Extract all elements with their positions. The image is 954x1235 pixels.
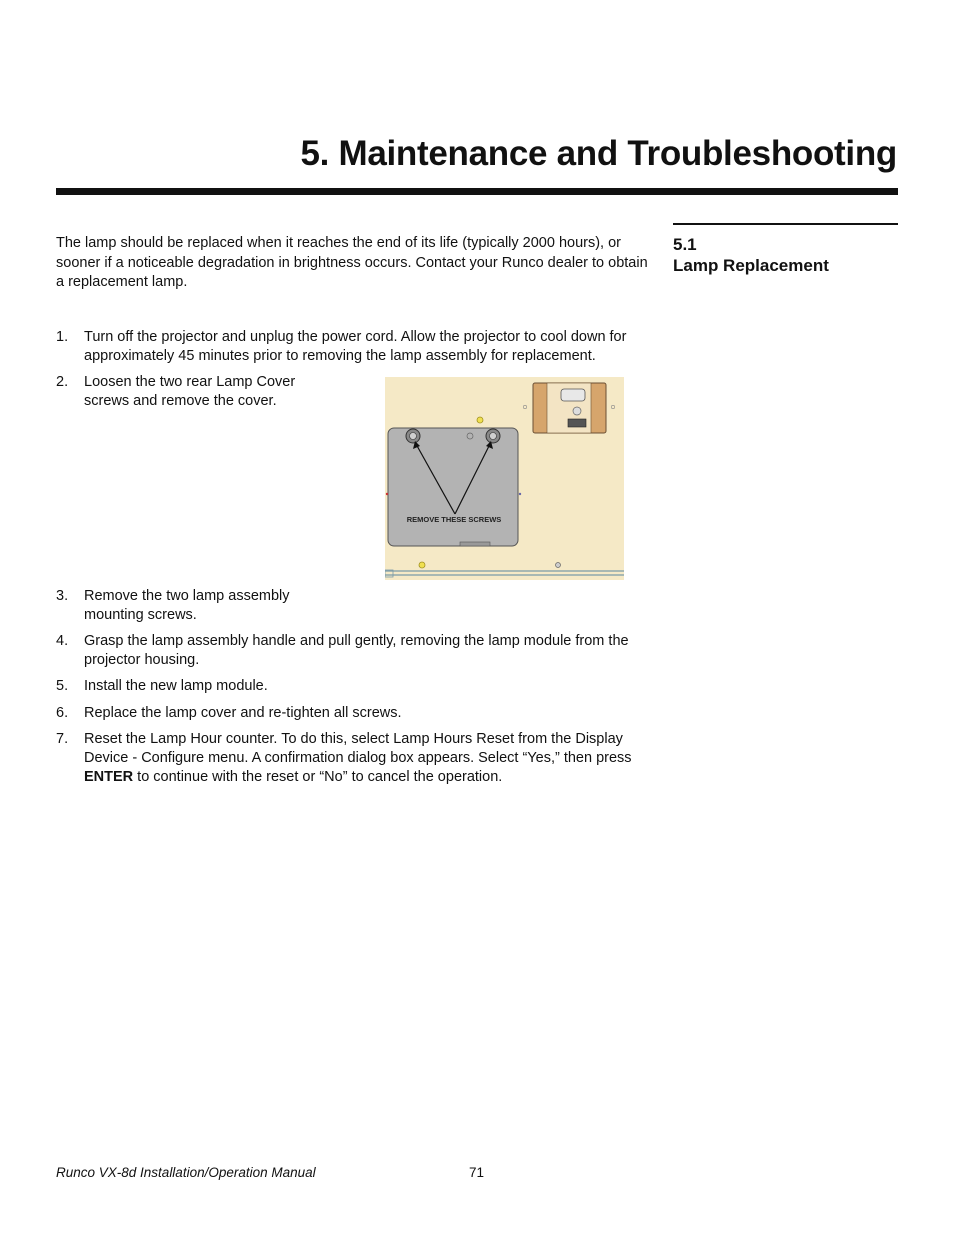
step-text: Remove the two lamp assembly mounting screws. (84, 588, 290, 623)
figure-label: REMOVE THESE SCREWS (406, 515, 502, 524)
section-heading (673, 234, 829, 276)
intro-paragraph: The lamp should be replaced when it reaches the end of its life (typically 2000 hours), or sooner if a noticeable degradation in brightness occurs. Contact your Runco dealer to obtain a replacement lamp. (56, 235, 648, 290)
chapter-title: 5. Maintenance and Troubleshooting (300, 134, 897, 173)
step-text: Turn off the projector and unplug the power cord. Allow the projector to cool down for approximately 45 minutes prior to removing the lamp assembly for replacement. (84, 329, 627, 364)
step-text-part: Reset the Lamp Hour counter. To do this, select Lamp Hours Reset from the Display Device - Configure menu. A confirmation dialog box appears. Select “Yes,” then press (84, 731, 632, 766)
step-text: Grasp the lamp assembly handle and pull gently, removing the lamp module from the projector housing. (84, 633, 629, 668)
step-number: 3. (56, 588, 69, 604)
step-number: 7. (56, 731, 69, 747)
enter-key-label: ENTER (84, 769, 134, 785)
step-text (84, 730, 656, 787)
lamp-cover-figure (385, 377, 624, 580)
section-title: Lamp Replacement (673, 256, 829, 275)
step-number: 4. (56, 633, 69, 649)
footer-page-number: 71 (469, 1165, 485, 1180)
step-number: 6. (56, 705, 69, 721)
step-number: 2. (56, 374, 69, 390)
step-text: Install the new lamp module. (84, 678, 268, 694)
footer-manual-title: Runco VX-8d Installation/Operation Manual (56, 1165, 316, 1180)
section-number: 5.1 (673, 235, 697, 254)
section-rule (673, 223, 898, 225)
step-number: 1. (56, 329, 69, 345)
step-text: Loosen the two rear Lamp Cover screws and remove the cover. (84, 374, 296, 409)
step-text: Replace the lamp cover and re-tighten all screws. (84, 705, 402, 721)
title-rule (56, 188, 898, 195)
step-number: 5. (56, 678, 69, 694)
step-text-part: to continue with the reset or “No” to cancel the operation. (133, 769, 503, 785)
